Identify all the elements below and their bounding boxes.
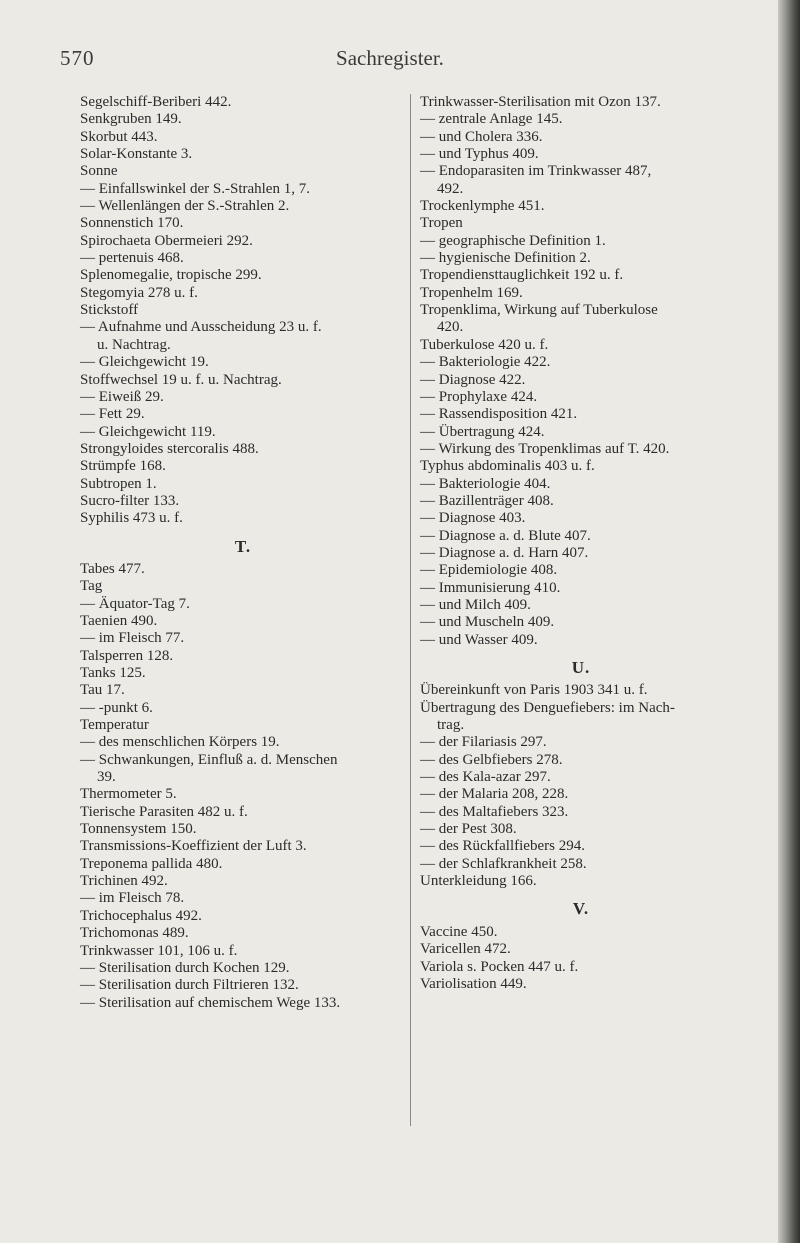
index-entry: Variola s. Pocken 447 u. f.	[420, 958, 579, 975]
index-entry: Tau 17.	[80, 682, 125, 699]
index-entry: Strümpfe 168.	[80, 458, 166, 475]
index-entry: Stoffwechsel 19 u. f. u. Nachtrag.	[80, 371, 282, 388]
index-entry: Treponema pallida 480.	[80, 855, 223, 872]
index-subentry: — Sterilisation auf chemischem Wege 133.	[80, 994, 341, 1011]
index-subentry: — und Milch 409.	[420, 596, 531, 613]
index-entry: Varicellen 472.	[420, 941, 511, 958]
index-entry: Thermometer 5.	[80, 786, 177, 803]
index-subentry: — des menschlichen Körpers 19.	[80, 734, 280, 751]
index-entry: Tropenhelm 169.	[420, 284, 523, 301]
index-entry: Vaccine 450.	[420, 923, 498, 940]
index-subentry: — des Rückfallfiebers 294.	[420, 838, 585, 855]
index-subentry: — Rassendisposition 421.	[420, 406, 578, 423]
index-subentry: — -punkt 6.	[80, 699, 153, 716]
index-entry: Übertragung des Denguefiebers: im Nach-	[420, 699, 675, 716]
index-entry: Transmissions-Koeffizient der Luft 3.	[80, 838, 307, 855]
index-subentry: — im Fleisch 77.	[80, 630, 185, 647]
index-entry: Solar-Konstante 3.	[80, 146, 193, 163]
index-subentry: — im Fleisch 78.	[80, 890, 185, 907]
section-letter-heading: T.	[234, 536, 252, 556]
index-subentry: — Sterilisation durch Filtrieren 132.	[80, 977, 299, 994]
index-entry: Taenien 490.	[80, 612, 158, 629]
index-entry: Typhus abdominalis 403 u. f.	[420, 458, 595, 475]
index-subentry: — Endoparasiten im Trinkwasser 487,	[420, 163, 652, 180]
index-entry: Tabes 477.	[80, 560, 145, 577]
index-entry-continuation: 492.	[437, 180, 464, 197]
index-subentry: — Fett 29.	[80, 406, 145, 423]
index-entry: Senkgruben 149.	[80, 111, 182, 128]
index-subentry: — der Malaria 208, 228.	[420, 786, 569, 803]
index-entry: Syphilis 473 u. f.	[80, 510, 183, 527]
index-subentry: — und Muscheln 409.	[420, 614, 555, 631]
index-entry: Trichocephalus 492.	[80, 907, 202, 924]
index-entry: Talsperren 128.	[80, 647, 174, 664]
running-title: Sachregister.	[336, 46, 444, 70]
index-subentry: — des Kala-azar 297.	[420, 769, 551, 786]
index-subentry: — Einfallswinkel der S.-Strahlen 1, 7.	[80, 180, 310, 197]
index-subentry: — und Cholera 336.	[420, 128, 543, 145]
index-subentry: — Gleichgewicht 19.	[80, 354, 209, 371]
page-number: 570	[60, 46, 95, 70]
index-entry: Subtropen 1.	[80, 475, 157, 492]
index-subentry: — Bakteriologie 422.	[420, 354, 551, 371]
index-entry: Trichomonas 489.	[80, 925, 189, 942]
index-entry: Trichinen 492.	[80, 873, 168, 890]
index-entry: Tropendiensttauglichkeit 192 u. f.	[420, 267, 624, 284]
page-edge-shadow	[778, 0, 800, 1243]
index-subentry: — pertenuis 468.	[80, 250, 184, 267]
index-entry: Sucro-filter 133.	[80, 492, 180, 509]
section-letter-heading: V.	[572, 899, 590, 919]
index-subentry: — hygienische Definition 2.	[420, 250, 591, 267]
index-entry-continuation: trag.	[437, 717, 465, 734]
index-entry: Übereinkunft von Paris 1903 341 u. f.	[420, 682, 648, 699]
index-subentry: — der Schlafkrankheit 258.	[420, 855, 587, 872]
section-letter-heading: U.	[571, 658, 591, 677]
index-entry: Unterkleidung 166.	[420, 873, 537, 890]
column-divider	[410, 94, 411, 1126]
index-subentry: — Wellenlängen der S.-Strahlen 2.	[80, 198, 290, 215]
index-entry: Tanks 125.	[80, 665, 146, 681]
index-subentry: — zentrale Anlage 145.	[420, 111, 563, 128]
index-entry: Trockenlymphe 451.	[420, 198, 545, 215]
index-entry: Stegomyia 278 u. f.	[80, 284, 198, 301]
index-entry: Trinkwasser 101, 106 u. f.	[80, 942, 238, 959]
index-subentry: — und Typhus 409.	[420, 146, 539, 163]
index-entry: Splenomegalie, tropische 299.	[80, 267, 262, 284]
index-subentry: — Diagnose a. d. Harn 407.	[420, 544, 589, 561]
index-subentry: — Äquator-Tag 7.	[80, 595, 190, 612]
index-entry: Segelschiff-Beriberi 442.	[80, 94, 232, 110]
index-column-left	[80, 94, 406, 1012]
index-entry-continuation: 39.	[97, 769, 116, 786]
index-subentry: — Sterilisation durch Kochen 129.	[80, 959, 290, 976]
index-entry: Temperatur	[80, 717, 149, 734]
index-entry: Trinkwasser-Sterilisation mit Ozon 137.	[420, 94, 661, 110]
index-subentry: — Bazillenträger 408.	[420, 492, 554, 509]
index-subentry: — Schwankungen, Einfluß a. d. Menschen	[80, 751, 338, 768]
index-subentry: — Wirkung des Tropenklimas auf T. 420.	[420, 440, 670, 457]
index-entry: Tropen	[420, 215, 463, 232]
index-entry-continuation: 420.	[437, 319, 464, 336]
index-subentry: — Diagnose 403.	[420, 510, 526, 527]
index-column-right	[420, 94, 742, 993]
index-subentry: — Diagnose 422.	[420, 371, 526, 388]
index-subentry: — Eiweiß 29.	[80, 388, 164, 405]
index-subentry: — des Maltafiebers 323.	[420, 803, 569, 820]
index-subentry: — der Pest 308.	[420, 821, 517, 838]
page-header	[60, 46, 720, 76]
index-entry: Tonnensystem 150.	[80, 821, 197, 838]
index-subentry: — der Filariasis 297.	[420, 734, 547, 751]
index-subentry: — geographische Definition 1.	[420, 232, 606, 249]
index-subentry: — Diagnose a. d. Blute 407.	[420, 527, 591, 544]
index-entry: Tag	[80, 578, 103, 595]
index-subentry: — Gleichgewicht 119.	[80, 423, 216, 440]
index-subentry: — Epidemiologie 408.	[420, 562, 558, 579]
index-entry: Strongyloides stercoralis 488.	[80, 440, 259, 457]
index-subentry: — Bakteriologie 404.	[420, 475, 551, 492]
index-entry: Tierische Parasiten 482 u. f.	[80, 803, 248, 820]
index-subentry: — Prophylaxe 424.	[420, 388, 538, 405]
index-entry: Tuberkulose 420 u. f.	[420, 336, 549, 353]
index-entry: Sonne	[80, 163, 118, 180]
index-subentry: — des Gelbfiebers 278.	[420, 751, 563, 768]
index-entry: Sonnenstich 170.	[80, 215, 184, 232]
index-subentry: — und Wasser 409.	[420, 631, 538, 648]
index-entry: Tropenklima, Wirkung auf Tuberkulose	[420, 302, 658, 319]
index-entry: Spirochaeta Obermeieri 292.	[80, 232, 253, 249]
index-entry: Skorbut 443.	[80, 128, 158, 145]
index-subentry: — Immunisierung 410.	[420, 579, 561, 596]
index-entry-continuation: u. Nachtrag.	[97, 336, 171, 353]
index-subentry: — Aufnahme und Ausscheidung 23 u. f.	[80, 319, 322, 336]
index-entry: Stickstoff	[80, 302, 139, 319]
index-entry: Variolisation 449.	[420, 975, 527, 992]
index-subentry: — Übertragung 424.	[420, 423, 545, 440]
